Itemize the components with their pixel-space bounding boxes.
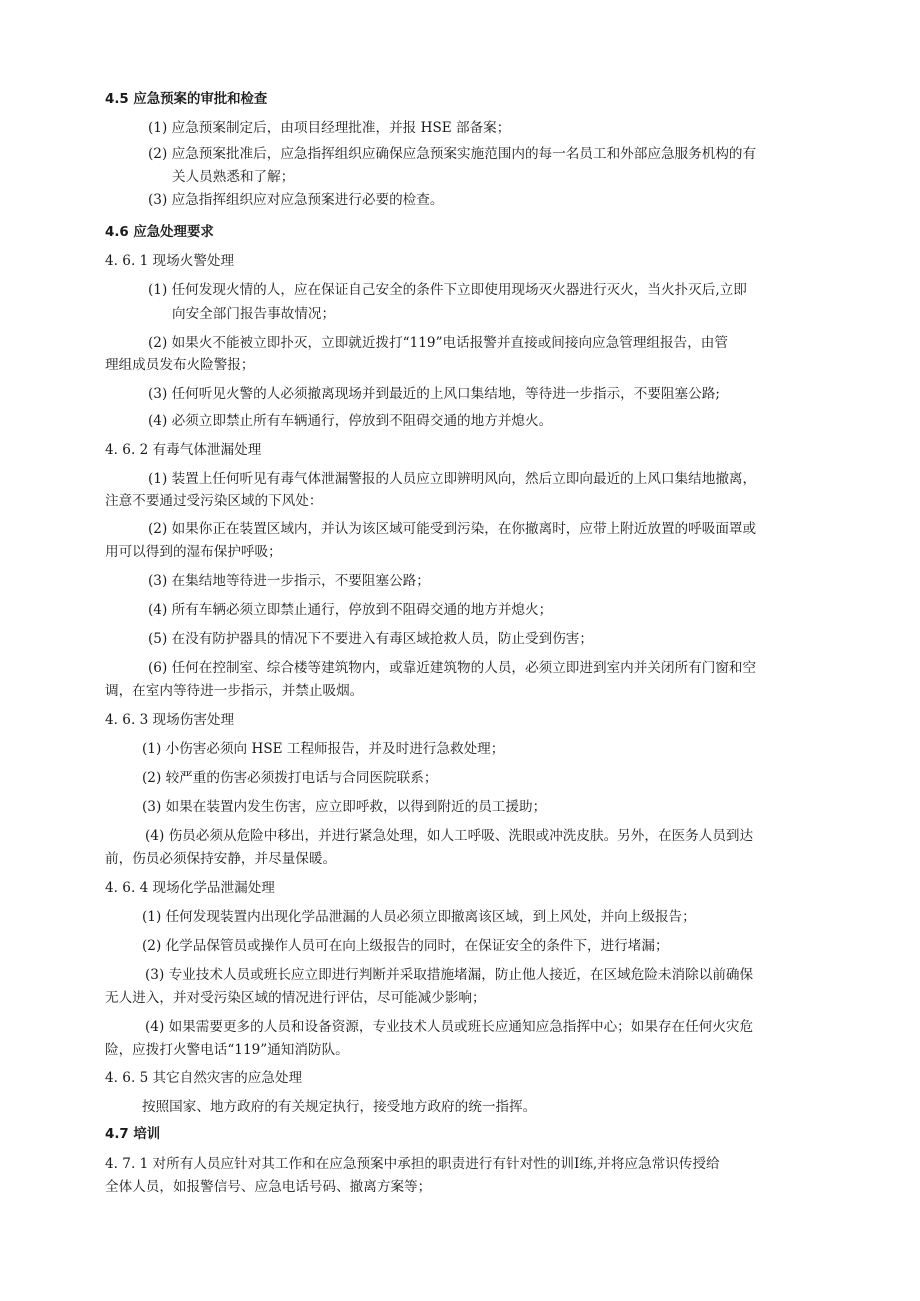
paragraph-line: (2) 如果火不能被立即扑灭，立即就近拨打“119”电话报警并直接或间接向应急管理组报告，由管 — [148, 335, 728, 351]
paragraph-line: (1) 应急预案制定后，由项目经理批准，并报 HSE 部备案； — [148, 120, 511, 136]
paragraph-line: (1) 任何发现装置内出现化学品泄漏的人员必须立即撤离该区域，到上风处，并向上级报告； — [142, 909, 696, 925]
paragraph-line: (2) 较严重的伤害必须拨打电话与合同医院联系； — [142, 770, 438, 786]
paragraph-line: (4) 所有车辆必须立即禁止通行，停放到不阻碍交通的地方并熄火； — [148, 602, 553, 618]
paragraph-line: 无人进入，并对受污染区域的情况进行评估，尽可能减少影响； — [105, 990, 486, 1006]
paragraph-line: 险，应拨打火警电话“119”通知消防队。 — [105, 1042, 349, 1058]
subsection-heading-4-6-3: 4. 6. 3 现场伤害处理 — [105, 712, 235, 728]
paragraph-line: (3) 在集结地等待进一步指示，不要阻塞公路； — [148, 573, 430, 589]
paragraph-line: (3) 专业技术人员或班长应立即进行判断并采取措施堵漏，防止他人接近，在区域危险未消除以前确保 — [145, 967, 754, 983]
paragraph-line: (5) 在没有防护器具的情况下不要进入有毒区域抢救人员，防止受到伤害； — [148, 631, 593, 647]
paragraph-line: 调，在室内等待进一步指示，并禁止吸烟。 — [105, 683, 364, 699]
paragraph-line: 前，伤员必须保持安静，并尽量保暖。 — [105, 851, 337, 867]
paragraph-line: 全体人员，如报警信号、应急电话号码、撤离方案等； — [105, 1179, 432, 1195]
section-heading-4-5: 4.5 应急预案的审批和检查 — [105, 92, 268, 107]
paragraph-line: 向安全部门报告事故情况； — [172, 306, 336, 322]
paragraph-line: 关人员熟悉和了解； — [172, 169, 295, 185]
paragraph-line: 理组成员发布火险警报； — [105, 357, 255, 373]
paragraph-line: (4) 必须立即禁止所有车辆通行，停放到不阻碍交通的地方并熄火。 — [148, 413, 553, 429]
subsection-heading-4-6-2: 4. 6. 2 有毒气体泄漏处理 — [105, 442, 262, 458]
paragraph-line: (3) 应急指挥组织应对应急预案进行必要的检查。 — [148, 192, 444, 208]
paragraph-line: (4) 如果需要更多的人员和设备资源，专业技术人员或班长应通知应急指挥中心；如果存在任何火灾危 — [145, 1019, 754, 1035]
paragraph-line: (1) 装置上任何听见有毒气体泄漏警报的人员应立即辨明风向，然后立即向最近的上风口集结地撤离， — [148, 471, 757, 487]
paragraph-line: (3) 如果在装置内发生伤害，应立即呼救，以得到附近的员工援助； — [142, 799, 547, 815]
section-heading-4-6: 4.6 应急处理要求 — [105, 225, 214, 240]
paragraph-line: 4. 7. 1 对所有人员应针对其工作和在应急预案中承担的职责进行有针对性的训Ⅰ练,并将应急常识传授给 — [105, 1156, 720, 1172]
paragraph-line: (1) 小伤害必须向 HSE 工程师报告，并及时进行急救处理； — [142, 741, 505, 757]
paragraph-line: (2) 应急预案批准后，应急指挥组织应确保应急预案实施范围内的每一名员工和外部应急服务机构的有 — [148, 146, 757, 162]
section-heading-4-7: 4.7 培训 — [105, 1127, 161, 1142]
paragraph-line: (1) 任何发现火情的人，应在保证自己安全的条件下立即使用现场灭火器进行灭火，当火扑灭后,立即 — [148, 282, 747, 298]
paragraph-line: (3) 任何听见火警的人必须撤离现场并到最近的上风口集结地，等待进一步指示，不要阻塞公路; — [148, 386, 720, 402]
paragraph-line: (6) 任何在控制室、综合楼等建筑物内，或靠近建筑物的人员，必须立即进到室内并关闭所有门窗和空 — [148, 660, 757, 676]
paragraph-line: 用可以得到的湿布保护呼吸； — [105, 544, 282, 560]
subsection-heading-4-6-4: 4. 6. 4 现场化学品泄漏处理 — [105, 880, 275, 896]
subsection-heading-4-6-1: 4. 6. 1 现场火警处理 — [105, 253, 235, 269]
paragraph-line: (2) 如果你正在装置区域内，并认为该区域可能受到污染，在你撤离时，应带上附近放置的呼吸面罩或 — [148, 521, 757, 537]
paragraph-line: (2) 化学品保管员或操作人员可在向上级报告的同时，在保证安全的条件下，进行堵漏； — [142, 938, 669, 954]
subsection-heading-4-6-5: 4. 6. 5 其它自然灾害的应急处理 — [105, 1070, 303, 1086]
paragraph-line: 注意不要通过受污染区域的下风处： — [105, 493, 323, 509]
paragraph-line: (4) 伤员必须从危险中移出，并进行紧急处理，如人工呼吸、洗眼或冲洗皮肤。另外，在医务人员到达 — [145, 828, 754, 844]
paragraph-line: 按照国家、地方政府的有关规定执行，接受地方政府的统一指挥。 — [142, 1099, 537, 1115]
